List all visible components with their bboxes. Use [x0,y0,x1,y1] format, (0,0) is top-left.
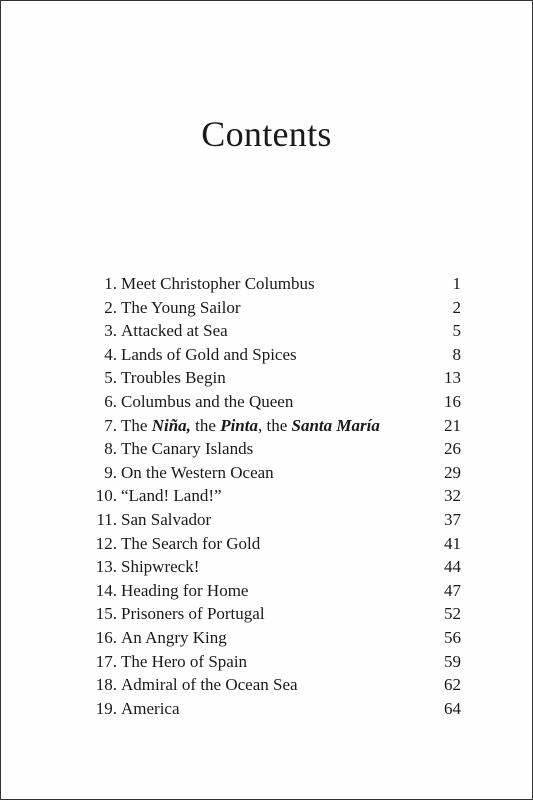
toc-entry [81,486,461,510]
toc-entry [81,368,461,392]
toc-entry [81,274,461,298]
page-number: 29 [444,462,461,482]
chapter-number: 4. [104,344,117,364]
toc-entry [81,463,461,487]
chapter-number: 17. [95,651,117,671]
chapter-title-italic: Pinta [220,415,258,435]
toc-entry [81,392,461,416]
page-number: 47 [444,580,461,600]
page-number: 1 [452,274,461,293]
page-number: 21 [444,415,461,435]
table-of-contents [81,274,461,722]
chapter-title [121,321,431,341]
chapter-title [121,298,431,318]
chapter-number: 1. [104,274,117,293]
page-number: 13 [444,368,461,388]
chapter-title-text: On the Western Ocean [121,462,274,482]
chapter-number: 7. [104,415,117,435]
chapter-number: 9. [104,462,117,482]
chapter-title [121,416,431,436]
toc-entry [81,416,461,440]
chapter-title [121,510,431,530]
page-number: 62 [444,675,461,695]
chapter-title-text: The Canary Islands [121,439,254,459]
chapter-title [121,675,431,695]
chapter-title-text: Shipwreck! [121,557,200,577]
chapter-title [121,628,431,648]
chapter-number: 14. [95,580,117,600]
page-number: 5 [452,321,461,341]
toc-entry [81,345,461,369]
chapter-number: 6. [104,391,117,411]
chapter-title-text: Troubles Begin [121,368,226,388]
page-number: 41 [444,533,461,553]
page-number: 59 [444,651,461,671]
chapter-number: 8. [104,439,117,459]
chapter-title-text: The Search for Gold [121,533,261,553]
chapter-number: 10. [95,486,117,506]
chapter-title [121,486,431,506]
toc-entry [81,581,461,605]
toc-entry [81,510,461,534]
toc-entry [81,557,461,581]
toc-entry [81,628,461,652]
chapter-title [121,581,431,601]
page-number: 16 [444,391,461,411]
chapter-number: 2. [104,297,117,317]
page-number: 8 [452,344,461,364]
toc-entry [81,604,461,628]
chapter-title [121,652,431,672]
toc-entry [81,298,461,322]
chapter-number: 16. [95,627,117,647]
chapter-title-text: Heading for Home [121,580,249,600]
page-number: 56 [444,627,461,647]
chapter-number: 19. [95,698,117,718]
page-number: 52 [444,604,461,624]
chapter-title-text: the [190,415,221,435]
chapter-title [121,439,431,459]
chapter-number: 12. [95,533,117,553]
page-number: 64 [444,698,461,718]
chapter-title-text: Prisoners of Portugal [121,604,265,624]
chapter-number: 15. [95,604,117,624]
chapter-title-text: Attacked at Sea [121,321,228,341]
page-number: 44 [444,557,461,577]
chapter-number: 13. [95,557,117,577]
toc-entry [81,439,461,463]
page-number: 37 [444,509,461,529]
chapter-title [121,557,431,577]
chapter-number: 18. [95,675,117,695]
chapter-title [121,368,431,388]
chapter-title [121,699,431,719]
chapter-title-text: An Angry King [121,627,227,647]
chapter-title-text: “Land! Land!” [121,486,222,506]
page-title: Contents [201,114,332,155]
toc-entry [81,699,461,723]
chapter-title-text: Lands of Gold and Spices [121,344,297,364]
toc-entry [81,652,461,676]
toc-entry [81,675,461,699]
chapter-title-text: Meet Christopher Columbus [121,274,315,293]
page-number: 32 [444,486,461,506]
chapter-title-text: The Hero of Spain [121,651,248,671]
page-number: 2 [452,297,461,317]
chapter-title-italic: Santa María [291,415,380,435]
chapter-number: 3. [104,321,117,341]
chapter-title-text: America [121,698,180,718]
chapter-title-italic: Niña, [151,415,191,435]
chapter-number: 5. [104,368,117,388]
page-number: 26 [444,439,461,459]
chapter-title [121,534,431,554]
chapter-title-text: Columbus and the Queen [121,391,294,411]
chapter-title-text: The Young Sailor [121,297,241,317]
chapter-number: 11. [96,509,117,529]
toc-entry [81,321,461,345]
chapter-title [121,392,431,412]
chapter-title [121,463,431,483]
chapter-title [121,604,431,624]
chapter-title [121,345,431,365]
chapter-title-text: The [121,415,152,435]
chapter-title [121,274,431,294]
chapter-title-text: Admiral of the Ocean Sea [121,675,298,695]
chapter-title-text: , the [257,415,292,435]
toc-entry [81,534,461,558]
chapter-title-text: San Salvador [121,509,212,529]
